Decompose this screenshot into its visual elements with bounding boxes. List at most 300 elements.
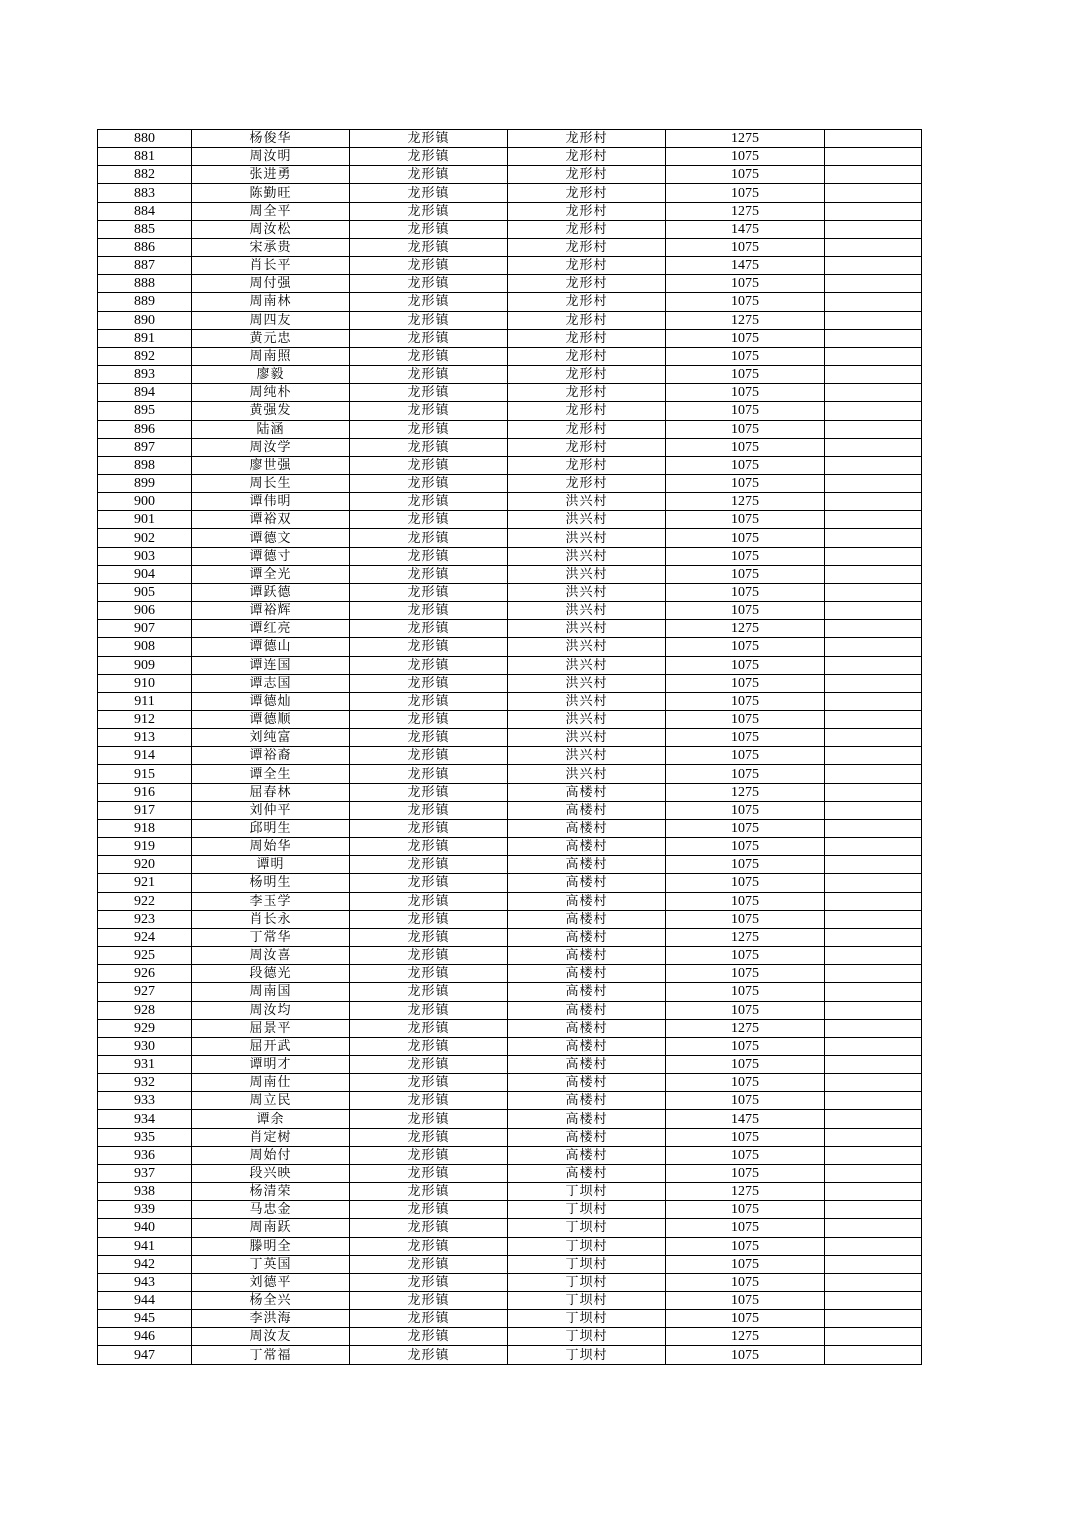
table-row: [98, 1001, 922, 1019]
village-name: 龙形村: [508, 402, 666, 420]
note-cell: [825, 1328, 922, 1346]
town-name: 龙形镇: [350, 783, 508, 801]
person-name: 张进勇: [192, 166, 350, 184]
village-name: 丁坝村: [508, 1273, 666, 1291]
village-name: 高楼村: [508, 947, 666, 965]
village-name: 丁坝村: [508, 1255, 666, 1273]
row-number: 907: [98, 620, 192, 638]
amount-value: 1075: [666, 1092, 825, 1110]
table-row: [98, 1328, 922, 1346]
table-row: [98, 965, 922, 983]
table-row: [98, 1164, 922, 1182]
table-row: [98, 1092, 922, 1110]
amount-value: 1075: [666, 983, 825, 1001]
amount-value: 1075: [666, 1074, 825, 1092]
row-number: 915: [98, 765, 192, 783]
row-number: 912: [98, 711, 192, 729]
row-number: 944: [98, 1292, 192, 1310]
town-name: 龙形镇: [350, 1346, 508, 1364]
note-cell: [825, 729, 922, 747]
person-name: 周南仕: [192, 1074, 350, 1092]
note-cell: [825, 983, 922, 1001]
note-cell: [825, 1237, 922, 1255]
amount-value: 1475: [666, 1110, 825, 1128]
amount-value: 1075: [666, 238, 825, 256]
amount-value: 1075: [666, 1037, 825, 1055]
table-row: [98, 747, 922, 765]
amount-value: 1075: [666, 1292, 825, 1310]
person-name: 屈景平: [192, 1019, 350, 1037]
town-name: 龙形镇: [350, 565, 508, 583]
note-cell: [825, 166, 922, 184]
amount-value: 1075: [666, 711, 825, 729]
amount-value: 1075: [666, 547, 825, 565]
note-cell: [825, 856, 922, 874]
village-name: 洪兴村: [508, 620, 666, 638]
town-name: 龙形镇: [350, 1310, 508, 1328]
row-number: 945: [98, 1310, 192, 1328]
person-name: 周南国: [192, 983, 350, 1001]
note-cell: [825, 293, 922, 311]
village-name: 高楼村: [508, 1128, 666, 1146]
village-name: 洪兴村: [508, 747, 666, 765]
person-name: 周南林: [192, 293, 350, 311]
person-name: 谭余: [192, 1110, 350, 1128]
table-row: [98, 1146, 922, 1164]
village-name: 龙形村: [508, 184, 666, 202]
note-cell: [825, 1092, 922, 1110]
village-name: 丁坝村: [508, 1292, 666, 1310]
person-name: 黄强发: [192, 402, 350, 420]
note-cell: [825, 384, 922, 402]
village-name: 丁坝村: [508, 1310, 666, 1328]
note-cell: [825, 493, 922, 511]
town-name: 龙形镇: [350, 747, 508, 765]
note-cell: [825, 765, 922, 783]
note-cell: [825, 928, 922, 946]
table-row: [98, 166, 922, 184]
table-row: [98, 928, 922, 946]
village-name: 高楼村: [508, 801, 666, 819]
town-name: 龙形镇: [350, 1019, 508, 1037]
person-name: 谭红亮: [192, 620, 350, 638]
village-name: 龙形村: [508, 275, 666, 293]
table-row: [98, 1237, 922, 1255]
village-name: 龙形村: [508, 311, 666, 329]
table-row: [98, 493, 922, 511]
village-name: 洪兴村: [508, 493, 666, 511]
town-name: 龙形镇: [350, 1092, 508, 1110]
row-number: 882: [98, 166, 192, 184]
person-name: 谭伟明: [192, 493, 350, 511]
town-name: 龙形镇: [350, 366, 508, 384]
village-name: 龙形村: [508, 148, 666, 166]
village-name: 龙形村: [508, 329, 666, 347]
town-name: 龙形镇: [350, 402, 508, 420]
table-row: [98, 947, 922, 965]
note-cell: [825, 1183, 922, 1201]
amount-value: 1075: [666, 729, 825, 747]
amount-value: 1075: [666, 474, 825, 492]
village-name: 洪兴村: [508, 674, 666, 692]
row-number: 923: [98, 910, 192, 928]
table-row: [98, 329, 922, 347]
row-number: 901: [98, 511, 192, 529]
person-name: 周始付: [192, 1146, 350, 1164]
person-name: 谭德顺: [192, 711, 350, 729]
note-cell: [825, 1292, 922, 1310]
table-row: [98, 1201, 922, 1219]
person-name: 周四友: [192, 311, 350, 329]
village-name: 龙形村: [508, 257, 666, 275]
note-cell: [825, 511, 922, 529]
note-cell: [825, 347, 922, 365]
row-number: 918: [98, 819, 192, 837]
table-row: [98, 1110, 922, 1128]
village-name: 丁坝村: [508, 1346, 666, 1364]
town-name: 龙形镇: [350, 202, 508, 220]
note-cell: [825, 220, 922, 238]
village-name: 洪兴村: [508, 656, 666, 674]
amount-value: 1075: [666, 747, 825, 765]
row-number: 919: [98, 838, 192, 856]
amount-value: 1075: [666, 1219, 825, 1237]
amount-value: 1075: [666, 874, 825, 892]
town-name: 龙形镇: [350, 220, 508, 238]
row-number: 888: [98, 275, 192, 293]
village-name: 洪兴村: [508, 602, 666, 620]
table-row: [98, 620, 922, 638]
person-name: 肖长永: [192, 910, 350, 928]
table-row: [98, 384, 922, 402]
town-name: 龙形镇: [350, 148, 508, 166]
amount-value: 1075: [666, 1237, 825, 1255]
person-name: 周汝喜: [192, 947, 350, 965]
row-number: 942: [98, 1255, 192, 1273]
amount-value: 1075: [666, 402, 825, 420]
note-cell: [825, 947, 922, 965]
row-number: 903: [98, 547, 192, 565]
town-name: 龙形镇: [350, 529, 508, 547]
table-row: [98, 1037, 922, 1055]
town-name: 龙形镇: [350, 602, 508, 620]
town-name: 龙形镇: [350, 819, 508, 837]
person-name: 周始华: [192, 838, 350, 856]
town-name: 龙形镇: [350, 1237, 508, 1255]
town-name: 龙形镇: [350, 184, 508, 202]
row-number: 889: [98, 293, 192, 311]
table-row: [98, 456, 922, 474]
note-cell: [825, 801, 922, 819]
note-cell: [825, 602, 922, 620]
person-name: 谭全光: [192, 565, 350, 583]
table-row: [98, 148, 922, 166]
table-row: [98, 892, 922, 910]
person-name: 丁常福: [192, 1346, 350, 1364]
table-row: [98, 1074, 922, 1092]
village-name: 洪兴村: [508, 692, 666, 710]
village-name: 高楼村: [508, 1037, 666, 1055]
amount-value: 1075: [666, 892, 825, 910]
row-number: 900: [98, 493, 192, 511]
person-name: 陆涵: [192, 420, 350, 438]
table-row: [98, 511, 922, 529]
amount-value: 1275: [666, 783, 825, 801]
table-row: [98, 402, 922, 420]
amount-value: 1075: [666, 602, 825, 620]
town-name: 龙形镇: [350, 511, 508, 529]
note-cell: [825, 1310, 922, 1328]
amount-value: 1075: [666, 674, 825, 692]
table-row: [98, 583, 922, 601]
town-name: 龙形镇: [350, 1292, 508, 1310]
person-name: 段兴映: [192, 1164, 350, 1182]
town-name: 龙形镇: [350, 1201, 508, 1219]
amount-value: 1075: [666, 947, 825, 965]
village-name: 丁坝村: [508, 1328, 666, 1346]
row-number: 947: [98, 1346, 192, 1364]
row-number: 891: [98, 329, 192, 347]
village-name: 丁坝村: [508, 1219, 666, 1237]
note-cell: [825, 275, 922, 293]
person-name: 谭明: [192, 856, 350, 874]
row-number: 933: [98, 1092, 192, 1110]
amount-value: 1075: [666, 638, 825, 656]
town-name: 龙形镇: [350, 928, 508, 946]
note-cell: [825, 1255, 922, 1273]
town-name: 龙形镇: [350, 838, 508, 856]
row-number: 905: [98, 583, 192, 601]
row-number: 934: [98, 1110, 192, 1128]
person-name: 谭裕辉: [192, 602, 350, 620]
amount-value: 1075: [666, 583, 825, 601]
note-cell: [825, 1074, 922, 1092]
note-cell: [825, 565, 922, 583]
note-cell: [825, 819, 922, 837]
town-name: 龙形镇: [350, 293, 508, 311]
person-name: 段德光: [192, 965, 350, 983]
person-name: 谭志国: [192, 674, 350, 692]
amount-value: 1075: [666, 1001, 825, 1019]
table-row: [98, 1346, 922, 1364]
note-cell: [825, 910, 922, 928]
note-cell: [825, 892, 922, 910]
note-cell: [825, 366, 922, 384]
note-cell: [825, 1164, 922, 1182]
table-row: [98, 438, 922, 456]
village-name: 龙形村: [508, 420, 666, 438]
amount-value: 1075: [666, 420, 825, 438]
row-number: 938: [98, 1183, 192, 1201]
table-row: [98, 1255, 922, 1273]
amount-value: 1075: [666, 910, 825, 928]
note-cell: [825, 783, 922, 801]
row-number: 939: [98, 1201, 192, 1219]
village-name: 高楼村: [508, 1055, 666, 1073]
note-cell: [825, 1055, 922, 1073]
row-number: 931: [98, 1055, 192, 1073]
person-name: 廖毅: [192, 366, 350, 384]
town-name: 龙形镇: [350, 1219, 508, 1237]
table-row: [98, 420, 922, 438]
person-name: 谭裕裔: [192, 747, 350, 765]
village-name: 高楼村: [508, 892, 666, 910]
data-table: [97, 129, 922, 1365]
table-row: [98, 1310, 922, 1328]
table-row: [98, 910, 922, 928]
table-body: [98, 130, 922, 1365]
person-name: 丁常华: [192, 928, 350, 946]
row-number: 908: [98, 638, 192, 656]
row-number: 890: [98, 311, 192, 329]
person-name: 周纯朴: [192, 384, 350, 402]
note-cell: [825, 130, 922, 148]
row-number: 897: [98, 438, 192, 456]
table-row: [98, 983, 922, 1001]
row-number: 935: [98, 1128, 192, 1146]
amount-value: 1075: [666, 438, 825, 456]
town-name: 龙形镇: [350, 965, 508, 983]
town-name: 龙形镇: [350, 474, 508, 492]
person-name: 肖定树: [192, 1128, 350, 1146]
note-cell: [825, 329, 922, 347]
row-number: 899: [98, 474, 192, 492]
person-name: 周全平: [192, 202, 350, 220]
person-name: 马忠金: [192, 1201, 350, 1219]
amount-value: 1275: [666, 493, 825, 511]
note-cell: [825, 1110, 922, 1128]
note-cell: [825, 456, 922, 474]
town-name: 龙形镇: [350, 420, 508, 438]
row-number: 913: [98, 729, 192, 747]
town-name: 龙形镇: [350, 801, 508, 819]
amount-value: 1075: [666, 1128, 825, 1146]
person-name: 肖长平: [192, 257, 350, 275]
village-name: 龙形村: [508, 474, 666, 492]
amount-value: 1075: [666, 384, 825, 402]
amount-value: 1075: [666, 511, 825, 529]
village-name: 洪兴村: [508, 729, 666, 747]
town-name: 龙形镇: [350, 1183, 508, 1201]
table-row: [98, 783, 922, 801]
amount-value: 1275: [666, 1019, 825, 1037]
table-row: [98, 529, 922, 547]
row-number: 920: [98, 856, 192, 874]
note-cell: [825, 420, 922, 438]
person-name: 周付强: [192, 275, 350, 293]
note-cell: [825, 583, 922, 601]
note-cell: [825, 620, 922, 638]
table-row: [98, 275, 922, 293]
amount-value: 1075: [666, 819, 825, 837]
note-cell: [825, 438, 922, 456]
row-number: 937: [98, 1164, 192, 1182]
person-name: 周汝友: [192, 1328, 350, 1346]
village-name: 丁坝村: [508, 1237, 666, 1255]
table-row: [98, 565, 922, 583]
row-number: 943: [98, 1273, 192, 1291]
town-name: 龙形镇: [350, 983, 508, 1001]
amount-value: 1075: [666, 456, 825, 474]
village-name: 高楼村: [508, 1001, 666, 1019]
person-name: 周汝学: [192, 438, 350, 456]
person-name: 李玉学: [192, 892, 350, 910]
note-cell: [825, 1273, 922, 1291]
note-cell: [825, 1346, 922, 1364]
amount-value: 1075: [666, 965, 825, 983]
person-name: 杨全兴: [192, 1292, 350, 1310]
row-number: 883: [98, 184, 192, 202]
person-name: 屈开武: [192, 1037, 350, 1055]
row-number: 916: [98, 783, 192, 801]
row-number: 940: [98, 1219, 192, 1237]
person-name: 谭连国: [192, 656, 350, 674]
row-number: 886: [98, 238, 192, 256]
person-name: 黄元忠: [192, 329, 350, 347]
town-name: 龙形镇: [350, 166, 508, 184]
town-name: 龙形镇: [350, 692, 508, 710]
amount-value: 1275: [666, 928, 825, 946]
note-cell: [825, 529, 922, 547]
table-row: [98, 293, 922, 311]
table-row: [98, 130, 922, 148]
row-number: 911: [98, 692, 192, 710]
amount-value: 1075: [666, 275, 825, 293]
row-number: 902: [98, 529, 192, 547]
town-name: 龙形镇: [350, 1110, 508, 1128]
amount-value: 1075: [666, 1346, 825, 1364]
table-row: [98, 1273, 922, 1291]
person-name: 谭德山: [192, 638, 350, 656]
amount-value: 1275: [666, 1328, 825, 1346]
person-name: 杨俊华: [192, 130, 350, 148]
person-name: 谭明才: [192, 1055, 350, 1073]
amount-value: 1075: [666, 656, 825, 674]
town-name: 龙形镇: [350, 874, 508, 892]
village-name: 龙形村: [508, 456, 666, 474]
village-name: 洪兴村: [508, 583, 666, 601]
row-number: 917: [98, 801, 192, 819]
person-name: 周汝松: [192, 220, 350, 238]
note-cell: [825, 402, 922, 420]
town-name: 龙形镇: [350, 1328, 508, 1346]
note-cell: [825, 965, 922, 983]
village-name: 洪兴村: [508, 529, 666, 547]
amount-value: 1075: [666, 148, 825, 166]
table-row: [98, 311, 922, 329]
note-cell: [825, 202, 922, 220]
town-name: 龙形镇: [350, 1146, 508, 1164]
person-name: 谭德寸: [192, 547, 350, 565]
village-name: 龙形村: [508, 293, 666, 311]
note-cell: [825, 547, 922, 565]
person-name: 谭德文: [192, 529, 350, 547]
note-cell: [825, 184, 922, 202]
row-number: 904: [98, 565, 192, 583]
amount-value: 1075: [666, 1201, 825, 1219]
village-name: 高楼村: [508, 1164, 666, 1182]
row-number: 885: [98, 220, 192, 238]
row-number: 893: [98, 366, 192, 384]
row-number: 914: [98, 747, 192, 765]
amount-value: 1075: [666, 1164, 825, 1182]
person-name: 周立民: [192, 1092, 350, 1110]
row-number: 925: [98, 947, 192, 965]
row-number: 929: [98, 1019, 192, 1037]
village-name: 高楼村: [508, 838, 666, 856]
village-name: 龙形村: [508, 166, 666, 184]
town-name: 龙形镇: [350, 765, 508, 783]
